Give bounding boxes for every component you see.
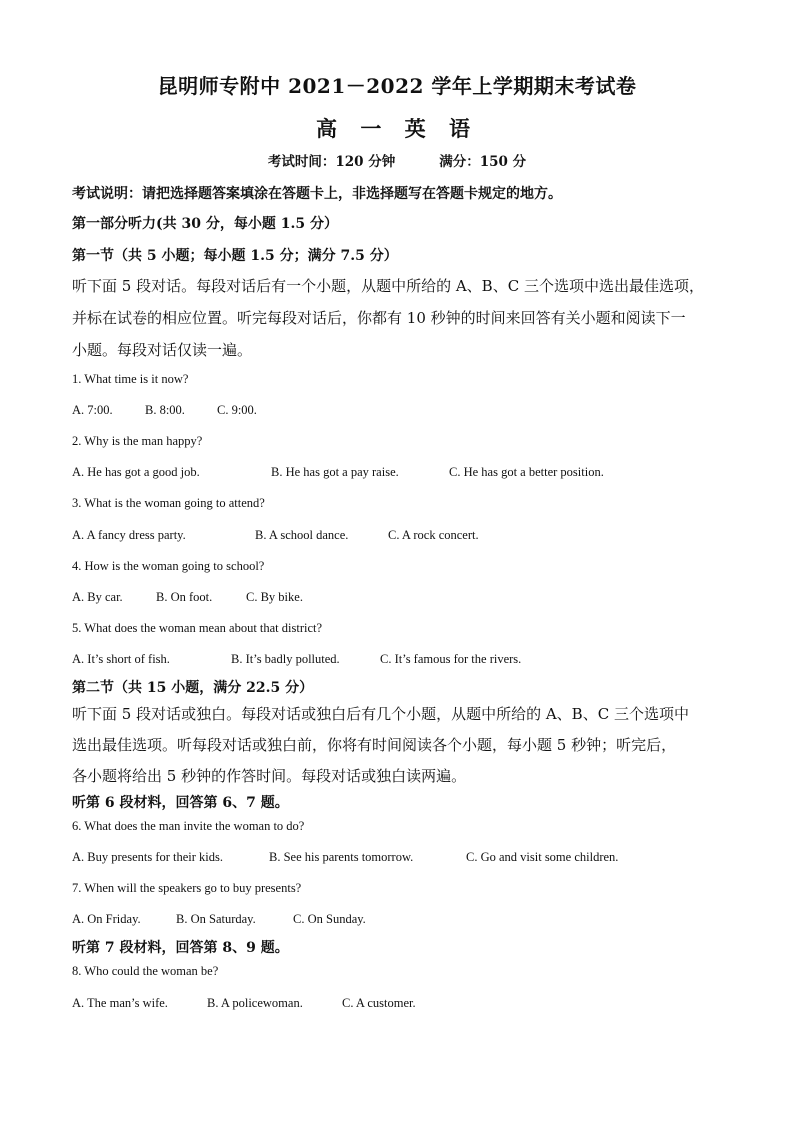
exam-meta — [0, 150, 794, 170]
answer-options — [72, 590, 303, 605]
question-text: 4. How is the woman going to school? — [72, 559, 265, 573]
answer-options — [72, 528, 479, 543]
option-a: A. Buy presents for their kids. — [72, 850, 224, 864]
section1-directions-line: 小题。每段对话仅读一遍。 — [72, 341, 253, 359]
option-c: C. 9:00. — [217, 403, 257, 417]
option-a: A. 7:00. — [72, 403, 113, 417]
option-a: A. By car. — [72, 590, 123, 604]
section1-title: 第一节（共 5 小题；每小题 1.5 分；满分 7.5 分） — [72, 248, 398, 264]
section2-title: 第二节（共 15 小题，满分 22.5 分） — [72, 680, 314, 696]
option-b: B. 8:00. — [145, 403, 185, 417]
question-text: 1. What time is it now? — [72, 372, 189, 386]
option-c: C. Go and visit some children. — [466, 850, 619, 864]
option-a: A. It’s short of fish. — [72, 652, 170, 666]
answer-options — [72, 996, 416, 1011]
question-text: 2. Why is the man happy? — [72, 434, 203, 448]
option-c: C. A customer. — [342, 996, 416, 1010]
section2-directions-line: 听下面 5 段对话或独白。每段对话或独白后有几个小题，从题中所给的 A、B、C 三个选项中 — [72, 705, 689, 723]
question-text: 3. What is the woman going to attend? — [72, 496, 265, 510]
option-b: B. A policewoman. — [207, 996, 303, 1010]
answer-options — [72, 465, 604, 480]
answer-options — [72, 912, 366, 927]
exam-instructions: 考试说明：请把选择题答案填涂在答题卡上，非选择题写在答题卡规定的地方。 — [72, 186, 562, 202]
question-text: 6. What does the man invite the woman to do? — [72, 819, 305, 833]
option-b: B. On Saturday. — [176, 912, 256, 926]
option-b: B. A school dance. — [255, 528, 349, 542]
material-heading: 听第 7 段材料，回答第 8、9 题。 — [72, 940, 289, 956]
option-a: A. On Friday. — [72, 912, 141, 926]
question-text: 8. Who could the woman be? — [72, 964, 219, 978]
option-b: B. He has got a pay raise. — [271, 465, 399, 479]
question-text: 7. When will the speakers go to buy presents? — [72, 881, 302, 895]
question-text: 5. What does the woman mean about that district? — [72, 621, 323, 635]
option-a: A. The man’s wife. — [72, 996, 168, 1010]
option-a: A. He has got a good job. — [72, 465, 200, 479]
option-a: A. A fancy dress party. — [72, 528, 186, 542]
part1-title: 第一部分听力(共 30 分，每小题 1.5 分） — [72, 216, 338, 232]
answer-options — [72, 652, 521, 667]
exam-title: 昆明师专附中 2021－2022 学年上学期期末考试卷 — [157, 74, 637, 98]
option-c: C. By bike. — [246, 590, 303, 604]
option-c: C. On Sunday. — [293, 912, 366, 926]
exam-time: 考试时间：120 分钟 — [267, 154, 396, 170]
answer-options — [72, 403, 257, 418]
option-b: B. On foot. — [156, 590, 213, 604]
option-c: C. A rock concert. — [388, 528, 479, 542]
answer-options — [72, 850, 618, 865]
option-b: B. It’s badly polluted. — [231, 652, 340, 666]
section2-directions-line: 各小题将给出 5 秒钟的作答时间。每段对话或独白读两遍。 — [72, 767, 467, 785]
section2-directions-line: 选出最佳选项。听每段对话或独白前，你将有时间阅读各个小题，每小题 5 秒钟；听完后， — [72, 736, 677, 754]
option-c: C. He has got a better position. — [449, 465, 604, 479]
section1-directions-line: 听下面 5 段对话。每段对话后有一个小题，从题中所给的 A、B、C 三个选项中选出最佳选项， — [72, 277, 704, 295]
material-heading: 听第 6 段材料，回答第 6、7 题。 — [72, 795, 289, 811]
subject-title: 高 一 英 语 — [316, 116, 478, 141]
option-b: B. See his parents tomorrow. — [269, 850, 414, 864]
exam-score: 满分：150 分 — [439, 154, 527, 170]
option-c: C. It’s famous for the rivers. — [380, 652, 522, 666]
section1-directions-line: 并标在试卷的相应位置。听完每段对话后，你都有 10 秒钟的时间来回答有关小题和阅读下一 — [72, 309, 686, 327]
